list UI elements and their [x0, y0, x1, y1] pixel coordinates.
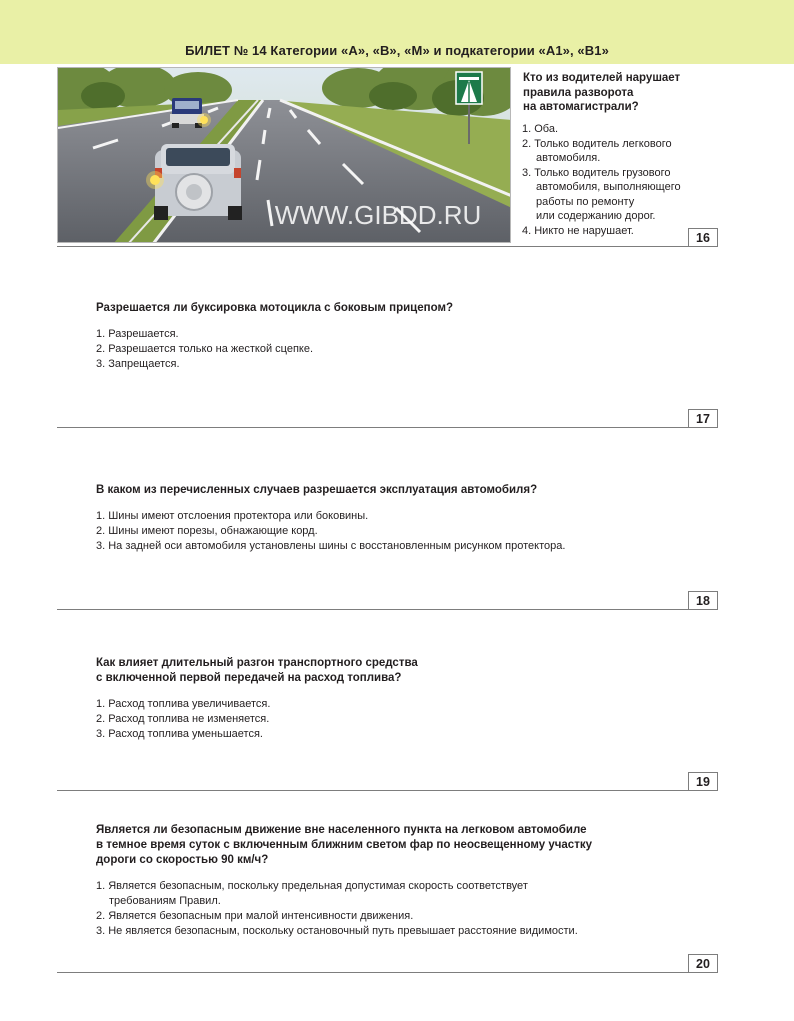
title-line: Является ли безопасным движение вне населенного пункта на легковом автомобиле [96, 824, 587, 836]
option-text: 2. Разрешается только на жесткой сцепке. [96, 343, 314, 355]
title-line: на автомагистрали? [523, 101, 639, 113]
answer-option[interactable] [96, 909, 716, 924]
option-text: 1. Разрешается. [96, 328, 179, 340]
title-line: правила разворота [523, 86, 634, 99]
question-20-title [96, 823, 716, 868]
title-line: Разрешается ли буксировка мотоцикла с боковым прицепом? [96, 302, 453, 314]
answer-option[interactable] [96, 539, 716, 554]
question-20-options [96, 879, 716, 939]
option-text: 3. На задней оси автомобиля установлены шины с восстановленным рисунком протектора. [96, 540, 566, 552]
option-text-cont: автомобиля. [536, 152, 601, 164]
question-17-title [96, 301, 716, 316]
option-text: 3. Запрещается. [96, 358, 180, 370]
question-separator [57, 790, 718, 791]
question-number-20: 20 [688, 954, 718, 973]
option-text: 1. Шины имеют отслоения протектора или боковины. [96, 510, 369, 522]
option-text: 2. Шины имеют порезы, обнажающие корд. [96, 525, 318, 537]
question-separator [57, 246, 718, 247]
answer-option[interactable] [522, 166, 722, 224]
question-number-17: 17 [688, 409, 718, 428]
title-line: с включенной первой передачей на расход топлива? [96, 672, 402, 684]
option-text-cont: требованиям Правил. [109, 895, 221, 907]
option-text: 3. Не является безопасным, поскольку остановочный путь превышает расстояние видимости. [96, 925, 578, 937]
answer-option[interactable] [96, 524, 716, 539]
question-18-options [96, 509, 716, 554]
title-line: в темное время суток с включенным ближним светом фар по неосвещенному участку [96, 839, 592, 851]
title-line: дороги со скоростью 90 км/ч? [96, 854, 269, 866]
watermark: WWW.GIBDD.RU [274, 200, 482, 230]
option-text: 2. Только водитель легкового [522, 137, 672, 150]
answer-option[interactable] [96, 327, 716, 342]
title-line: Как влияет длительный разгон транспортного средства [96, 657, 418, 669]
option-text: 1. Является безопасным, поскольку предельная допустимая скорость соответствует [96, 880, 528, 892]
option-text-cont: или содержанию дорог. [536, 210, 656, 222]
option-text: 2. Расход топлива не изменяется. [96, 713, 270, 725]
answer-option[interactable] [96, 712, 716, 727]
answer-option[interactable] [522, 122, 722, 137]
title-line: Кто из водителей нарушает [523, 72, 681, 84]
answer-option[interactable] [96, 697, 716, 712]
question-separator [57, 972, 718, 973]
question-separator [57, 427, 718, 428]
answer-option[interactable] [96, 342, 716, 357]
answer-option[interactable] [96, 924, 716, 939]
option-text: 3. Только водитель грузового [522, 166, 671, 179]
answer-option[interactable] [96, 509, 716, 524]
option-text-cont: работы по ремонту [536, 195, 635, 208]
ticket-title: БИЛЕТ № 14 Категории «А», «В», «М» и подкатегории «А1», «В1» [185, 43, 609, 58]
question-17-options [96, 327, 716, 372]
road-photo [57, 67, 511, 243]
question-19-options [96, 697, 716, 742]
question-18-title [96, 483, 716, 498]
question-16-title [523, 71, 713, 115]
question-number-18: 18 [688, 591, 718, 610]
answer-option[interactable] [96, 357, 716, 372]
question-16-options [522, 122, 722, 238]
answer-option[interactable] [522, 137, 722, 166]
option-text: 4. Никто не нарушает. [522, 224, 634, 237]
answer-option[interactable] [96, 727, 716, 742]
option-text: 1. Оба. [522, 123, 559, 135]
option-text-cont: автомобиля, выполняющего [536, 181, 681, 193]
option-text: 1. Расход топлива увеличивается. [96, 698, 271, 710]
car-icon [146, 144, 242, 220]
question-number-19: 19 [688, 772, 718, 791]
option-text: 2. Является безопасным при малой интенсивности движения. [96, 910, 414, 922]
answer-option[interactable] [96, 879, 716, 909]
page-header [0, 0, 794, 64]
title-line: В каком из перечисленных случаев разрешается эксплуатация автомобиля? [96, 484, 538, 496]
question-19-title [96, 656, 716, 686]
question-number-16: 16 [688, 228, 718, 247]
question-separator [57, 609, 718, 610]
option-text: 3. Расход топлива уменьшается. [96, 728, 263, 740]
